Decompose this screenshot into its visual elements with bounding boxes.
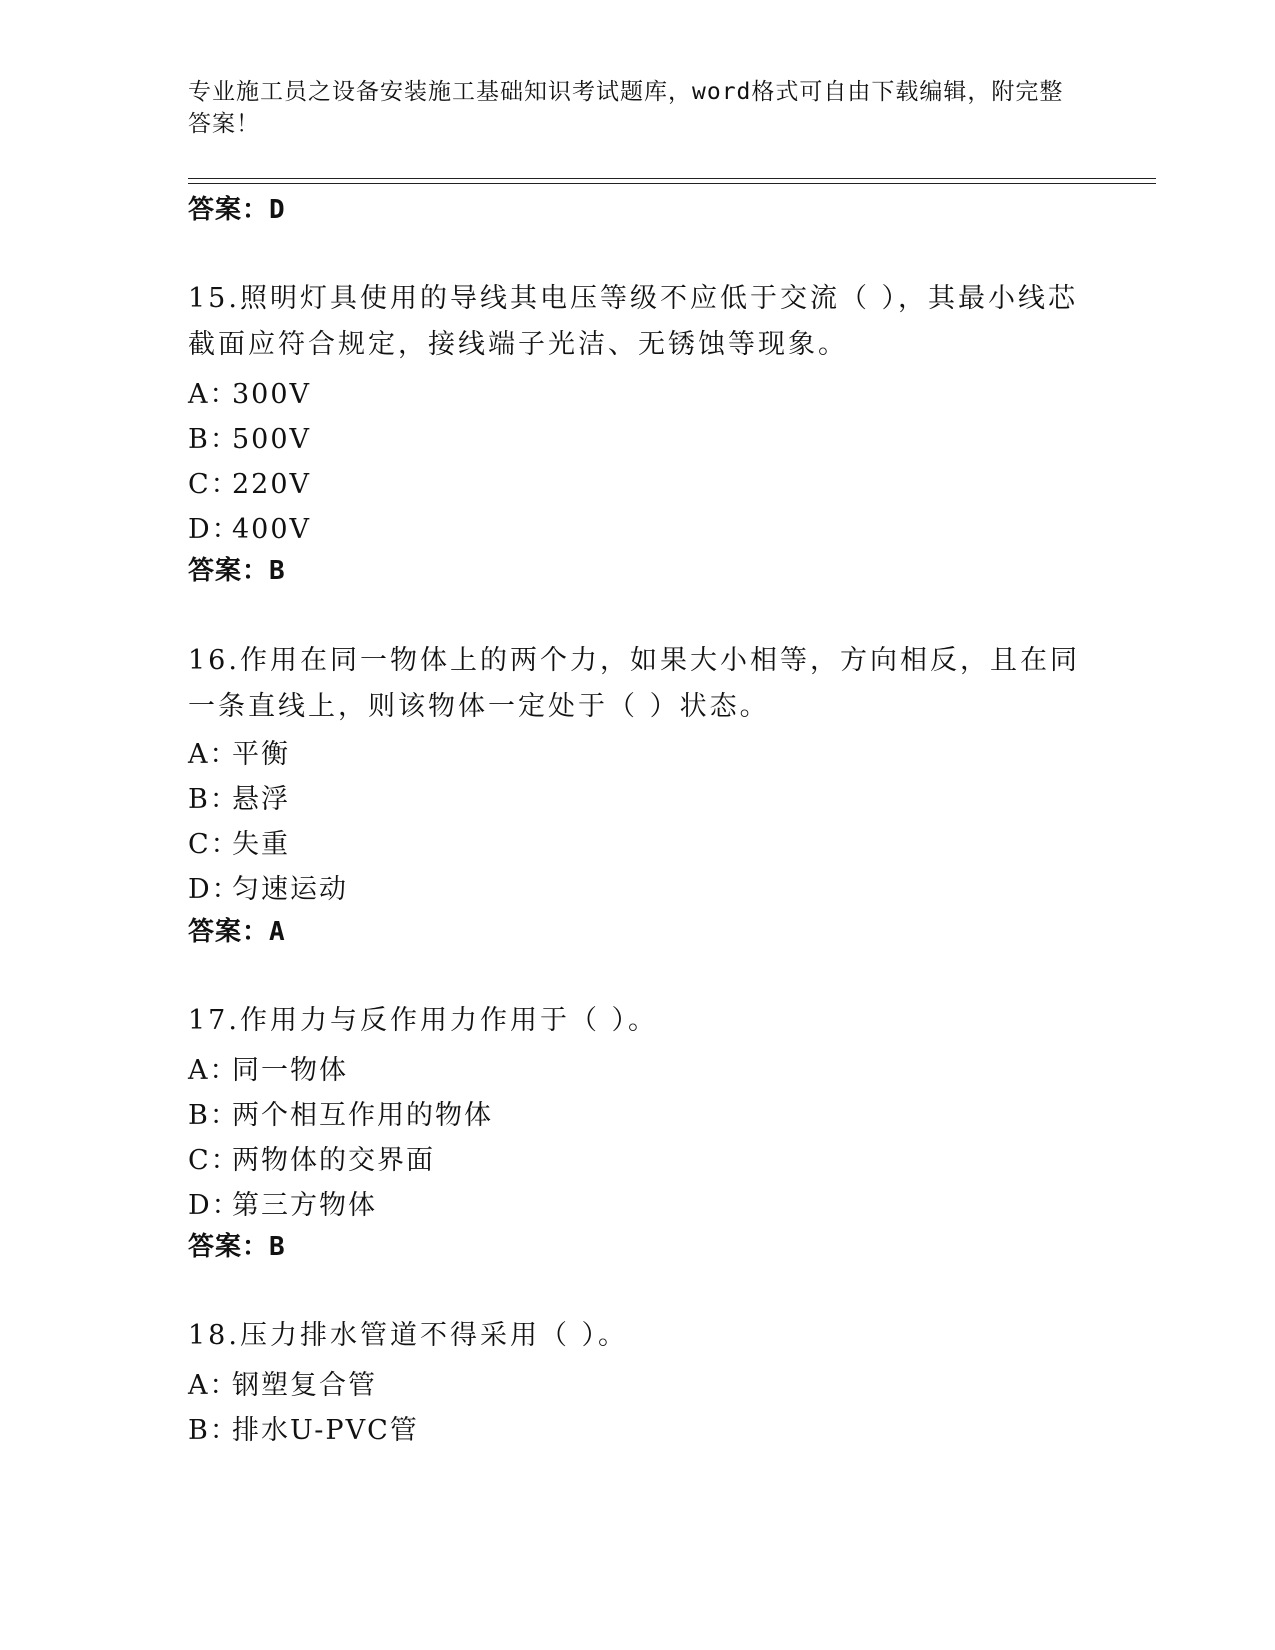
option-key: B：	[188, 1100, 239, 1131]
option-text: 第三方物体	[232, 1190, 377, 1221]
option-text: 平衡	[232, 739, 290, 770]
question-stem: 15.照明灯具使用的导线其电压等级不应低于交流（ ），其最小线芯截面应符合规定，接线端子光洁、无锈蚀等现象。	[188, 283, 1079, 360]
option-key: A：	[188, 379, 239, 410]
option-text: 悬浮	[232, 784, 290, 815]
header-divider	[188, 178, 1156, 179]
question-stem: 17.作用力与反作用力作用于（ ）。	[188, 1005, 659, 1036]
option-line	[188, 1138, 435, 1177]
option-key: A：	[188, 739, 239, 770]
option-key: C：	[188, 1145, 240, 1176]
option-line	[188, 507, 311, 546]
option-key: C：	[188, 829, 240, 860]
answer-line: 答案：B	[188, 1232, 286, 1262]
option-line	[188, 867, 348, 906]
option-line	[188, 1048, 348, 1087]
option-text: 220V	[232, 469, 312, 500]
option-key: D：	[188, 874, 241, 905]
option-key: D：	[188, 1190, 241, 1221]
option-line	[188, 1408, 419, 1447]
option-text: 300V	[232, 379, 312, 410]
option-key: C：	[188, 469, 240, 500]
option-text: 匀速运动	[232, 874, 348, 905]
option-line	[188, 462, 311, 501]
option-line	[188, 777, 290, 816]
option-line	[188, 1093, 493, 1132]
answer-line: 答案：D	[188, 195, 286, 225]
option-line	[188, 822, 290, 861]
option-text: 钢塑复合管	[232, 1370, 377, 1401]
option-line	[188, 372, 311, 411]
option-text: 400V	[232, 514, 312, 545]
option-text: 排水U-PVC管	[232, 1415, 419, 1446]
question-stem: 16.作用在同一物体上的两个力，如果大小相等，方向相反，且在同一条直线上，则该物体一定处于（ ）状态。	[188, 645, 1080, 722]
option-key: B：	[188, 424, 239, 455]
option-text: 两个相互作用的物体	[232, 1100, 493, 1131]
question-stem: 18.压力排水管道不得采用（ ）。	[188, 1320, 629, 1351]
option-key: A：	[188, 1055, 239, 1086]
answer-line: 答案：A	[188, 917, 286, 947]
option-text: 两物体的交界面	[232, 1145, 435, 1176]
option-text: 500V	[232, 424, 312, 455]
page-header: 专业施工员之设备安装施工基础知识考试题库，word格式可自由下载编辑，附完整答案！	[188, 79, 1064, 137]
option-key: B：	[188, 1415, 239, 1446]
option-text: 失重	[232, 829, 290, 860]
option-key: A：	[188, 1370, 239, 1401]
option-key: B：	[188, 784, 239, 815]
answer-line: 答案：B	[188, 556, 286, 586]
option-line	[188, 417, 311, 456]
option-line	[188, 732, 290, 771]
option-key: D：	[188, 514, 241, 545]
option-text: 同一物体	[232, 1055, 348, 1086]
option-line	[188, 1183, 377, 1222]
option-line	[188, 1363, 377, 1402]
header-divider-secondary	[188, 183, 1156, 184]
